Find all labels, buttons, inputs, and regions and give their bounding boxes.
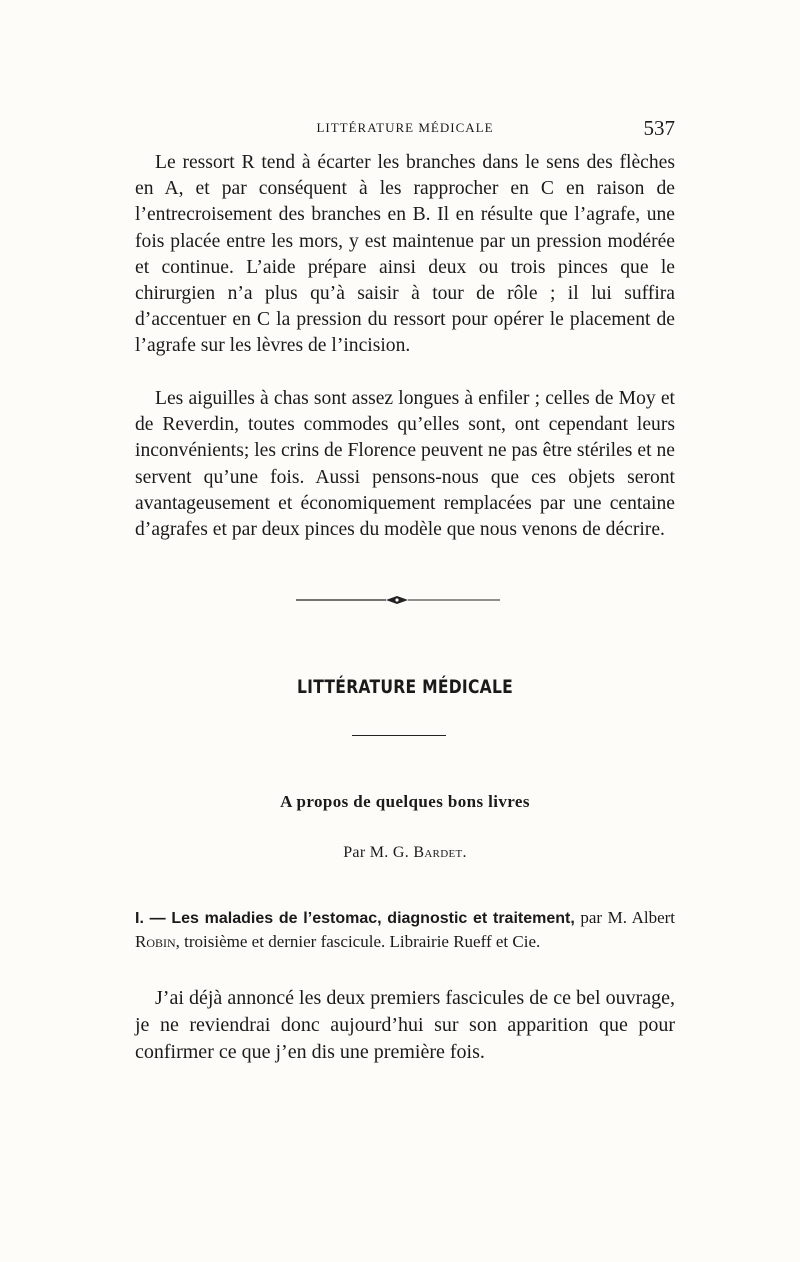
author-name: Bardet. <box>413 844 467 861</box>
review-entry-publisher: troisième et dernier fascicule. Librairie Rueff et Cie. <box>184 932 541 951</box>
section-divider-ornament <box>296 594 500 606</box>
review-entry-par: par M. Albert <box>580 908 676 927</box>
review-entry <box>135 906 675 953</box>
running-title: LITTÉRATURE MÉDICALE <box>316 120 494 135</box>
section-title: LITTÉRATURE MÉDICALE <box>296 676 514 698</box>
article-title: A propos de quelques bons livres <box>280 792 530 811</box>
body-paragraph-2: Les aiguilles à chas sont assez longues à enfiler ; celles de Moy et de Reverdin, toutes commodes qu’elles sont, ont cependant leurs inconvénients; les crins de Florence peuvent ne pas être stériles et ne servent qu’une fois. Aussi pensons-nous que ces objets seront avantageusement et économiquement remplacées par une centaine d’agrafes et par deux pinces du modèle que nous venons de décrire. <box>135 388 675 541</box>
author-prefix: Par M. G. <box>343 844 410 861</box>
body-paragraph-1: Le ressort R tend à écarter les branches dans le sens des flèches en A, et par conséquent à les rapprocher en C en raison de l’entrecroisement des branches en B. Il en résulte que l’agrafe, une fois placée entre les mors, y est maintenue par un pression modérée et continue. L’aide prépare ainsi deux ou trois pinces que le chirurgien n’a plus qu’à saisir à tour de rôle ; il lui suffira d’accentuer en C la pression du ressort pour opérer le placement de l’agrafe sur les lèvres de l’incision. <box>135 152 675 357</box>
article-author <box>135 844 675 862</box>
running-head <box>135 116 675 140</box>
review-paragraph: J’ai déjà annoncé les deux premiers fascicules de ce bel ouvrage, je ne reviendrai donc aujourd’hui sur son apparition que pour confirmer ce que j’en dis une première fois. <box>135 987 675 1063</box>
review-entry-heading: I. — Les maladies de l’estomac, diagnostic et traitement, <box>135 910 575 927</box>
review-entry-author: Robin, <box>135 932 180 951</box>
page-number: 537 <box>643 116 675 140</box>
title-rule <box>352 735 446 736</box>
